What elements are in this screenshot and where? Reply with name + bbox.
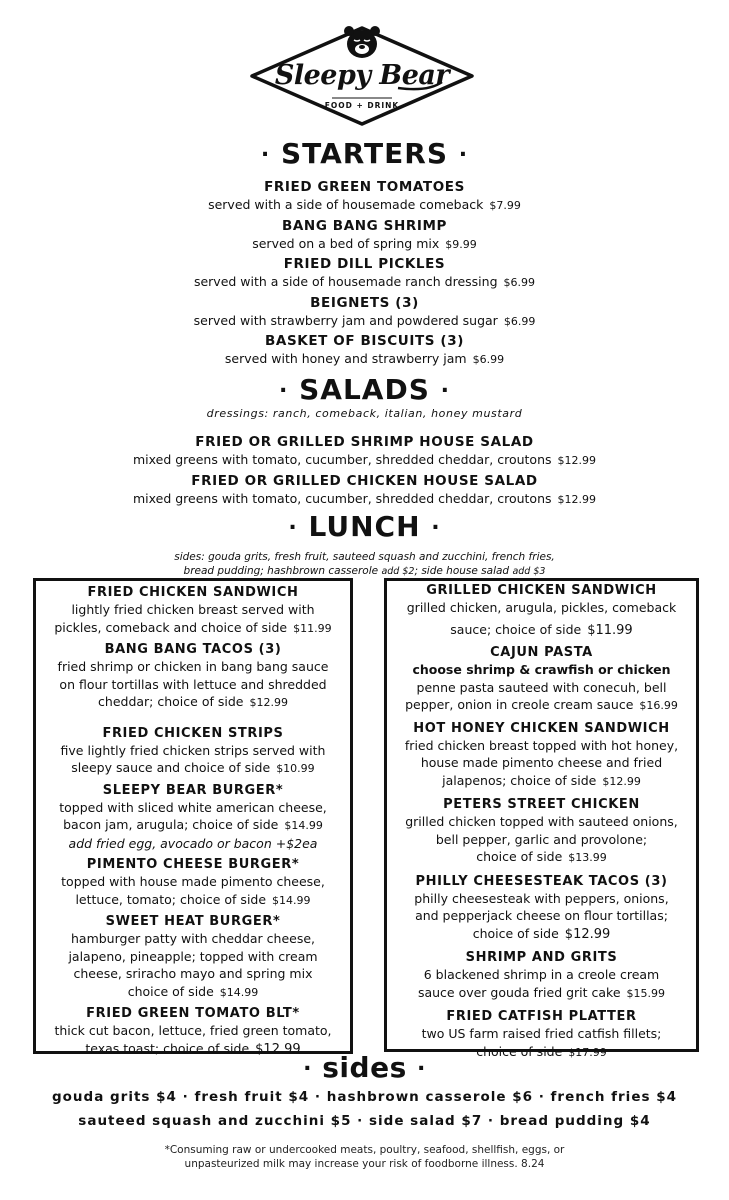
salads-dressings: dressings: ranch, comeback, italian, honey mustard [206,407,523,420]
starters-heading: · STARTERS · [260,137,469,170]
salads-title: SALADS [299,373,430,406]
lunch-item: FRIED CHICKEN STRIPS five lightly fried chicken strips served with sleepy sauce and choice of side $10.99 [36,725,350,778]
lunch-item: FRIED CATFISH PLATTER two US farm raised fried catfish fillets; choice of side $17.99 [387,1008,696,1061]
restaurant-logo [248,18,476,126]
lunch-item: FRIED CHICKEN SANDWICH lightly fried chicken breast served with pickles, comeback and choice of side $11.99 [36,584,350,637]
item-name: BEIGNETS (3) [310,294,419,311]
item-price: $13.99 [568,851,607,864]
item-name: SLEEPY BEAR BURGER* [102,782,284,798]
item-name: BANG BANG TACOS (3) [104,642,282,657]
lunch-item: SHRIMP AND GRITS 6 blackened shrimp in a creole cream sauce over gouda fried grit cake $15.99 [387,949,696,1002]
item-name: FRIED OR GRILLED SHRIMP HOUSE SALAD [195,434,534,450]
sides-title: sides [322,1051,407,1084]
item-addon-note: add fried egg, avocado or bacon +$2ea [68,835,318,851]
item-desc-line: served with strawberry jam and powdered sugar $6.99 [193,312,536,328]
item-name: FRIED OR GRILLED CHICKEN HOUSE SALAD [191,472,538,489]
item-name: GRILLED CHICKEN SANDWICH [426,583,657,598]
item-price: $6.99 [472,353,505,366]
item-name: FRIED DILL PICKLES [283,256,446,272]
sides-line-2: sauteed squash and zucchini $5 · side salad $7 · bread pudding $4 [78,1113,651,1129]
lunch-item: BANG BANG TACOS (3) fried shrimp or chicken in bang bang sauce on flour tortillas with lettuce and shredded cheddar; choice of side $12.99 [36,641,350,712]
salad-item [0,473,729,512]
item-price: $14.99 [272,893,311,907]
starters-list [0,179,729,372]
lunch-heading: · LUNCH · [288,510,441,543]
sides-line-1: gouda grits $4 · fresh fruit $4 · hashbrown casserole $6 · french fries $4 [51,1089,677,1105]
item-name: HOT HONEY CHICKEN SANDWICH [413,720,670,736]
item-name: SHRIMP AND GRITS [465,950,618,965]
bear-icon [344,26,380,58]
starter-item [0,179,729,218]
item-price: $12.99 [249,696,288,709]
logo-tagline: FOOD + DRINK [324,101,400,110]
salads-heading: · SALADS · [279,373,450,406]
item-price: $14.99 [219,985,259,999]
item-price: $12.99 [602,774,641,788]
starter-item [0,333,729,372]
item-price: $11.99 [587,622,633,638]
item-desc-line: served with honey and strawberry jam $6.99 [224,351,505,366]
item-price: $9.99 [445,237,477,251]
lunch-item: PETERS STREET CHICKEN grilled chicken topped with sauteed onions, bell pepper, garlic and provolone; choice of side $13.99 [387,796,696,867]
item-price: $7.99 [489,199,521,212]
item-name: FRIED GREEN TOMATO BLT* [86,1006,300,1021]
item-name: SWEET HEAT BURGER* [105,914,281,929]
sides-note-line-2: bread pudding; hashbrown casserole add $2; side house salad add $3 [183,565,546,577]
starter-item [0,295,729,334]
item-name: PETERS STREET CHICKEN [443,797,640,812]
lunch-sides-note [0,550,729,579]
lunch-title: LUNCH [308,510,421,543]
lunch-right-column [387,582,696,1061]
item-desc-line: served on a bed of spring mix $9.99 [252,235,477,251]
item-price: $12.99 [557,454,597,467]
item-price: $6.99 [503,276,536,289]
lunch-item: HOT HONEY CHICKEN SANDWICH fried chicken breast topped with hot honey, house made pimento cheese and fried jalapenos; choice of side $12.99 [387,720,696,791]
item-price: $6.99 [503,314,536,328]
item-desc-line: mixed greens with tomato, cucumber, shredded cheddar, croutons $12.99 [132,490,597,506]
item-price: $15.99 [626,986,666,1000]
item-name: FRIED CHICKEN STRIPS [102,725,284,741]
item-price: $17.99 [568,1045,607,1059]
logo-brand: Sleepy Bear [274,60,450,91]
item-name: PIMENTO CHEESE BURGER* [86,857,300,872]
item-subtitle: choose shrimp & crawfish or chicken [412,662,671,677]
item-price: $11.99 [293,621,332,635]
footnote-line-1: *Consuming raw or undercooked meats, poultry, seafood, shellfish, eggs, or [164,1144,565,1156]
starters-title: STARTERS [280,137,449,170]
lunch-item: CAJUN PASTA choose shrimp & crawfish or chicken penne pasta sauteed with conecuh, bell pepper, onion in creole cream sauce $16.99 [387,644,696,715]
lunch-left-column [36,584,350,1058]
item-price: $16.99 [639,699,678,712]
item-name: FRIED GREEN TOMATOES [264,179,465,195]
starter-item [0,218,729,257]
item-name: PHILLY CHEESESTEAK TACOS (3) [415,873,668,889]
item-name: FRIED CHICKEN SANDWICH [87,585,299,600]
salads-list [0,434,729,511]
lunch-item: PIMENTO CHEESE BURGER* topped with house made pimento cheese, lettuce, tomato; choice of side $14.99 [36,856,350,909]
item-desc-line: served with a side of housemade comeback $7.99 [208,197,521,212]
food-safety-footnote [0,1143,729,1171]
footnote-line-2: unpasteurized milk may increase your risk of foodborne illness. 8.24 [184,1158,545,1170]
salad-item [0,434,729,473]
lunch-item: GRILLED CHICKEN SANDWICH grilled chicken, arugula, pickles, comeback sauce; choice of side $11.99 [387,582,696,639]
item-name: BASKET OF BISCUITS (3) [265,333,464,349]
item-price: $12.99 [557,492,597,506]
item-name: FRIED CATFISH PLATTER [446,1009,637,1024]
item-name: CAJUN PASTA [490,645,593,660]
item-price: $14.99 [284,819,323,832]
lunch-item: SLEEPY BEAR BURGER* topped with sliced white american cheese, bacon jam, arugula; choice of side $14.99 add fried egg, avocado or bacon +$2ea [36,782,350,853]
item-price: $12.99 [564,926,611,942]
item-desc-line: served with a side of housemade ranch dressing $6.99 [193,274,536,289]
item-price: $10.99 [276,762,315,775]
lunch-item: SWEET HEAT BURGER* hamburger patty with cheddar cheese, jalapeno, pineapple; topped with cream cheese, sriracho mayo and spring mix choice of side $14.99 [36,913,350,1001]
starter-item [0,256,729,295]
sides-note-line-1: sides: gouda grits, fresh fruit, sauteed squash and zucchini, french fries, [174,551,555,563]
item-price: $12.99 [255,1041,301,1057]
item-desc-line: mixed greens with tomato, cucumber, shredded cheddar, croutons $12.99 [132,452,597,467]
lunch-item: FRIED GREEN TOMATO BLT* thick cut bacon, lettuce, fried green tomato, texas toast; choice of side $12.99 [36,1005,350,1058]
sides-heading: · sides · [303,1051,426,1084]
item-name: BANG BANG SHRIMP [281,217,447,234]
lunch-item: PHILLY CHEESESTEAK TACOS (3) philly cheesesteak with peppers, onions, and pepperjack cheese on flour tortillas; choice of side $12.99 [387,873,696,944]
